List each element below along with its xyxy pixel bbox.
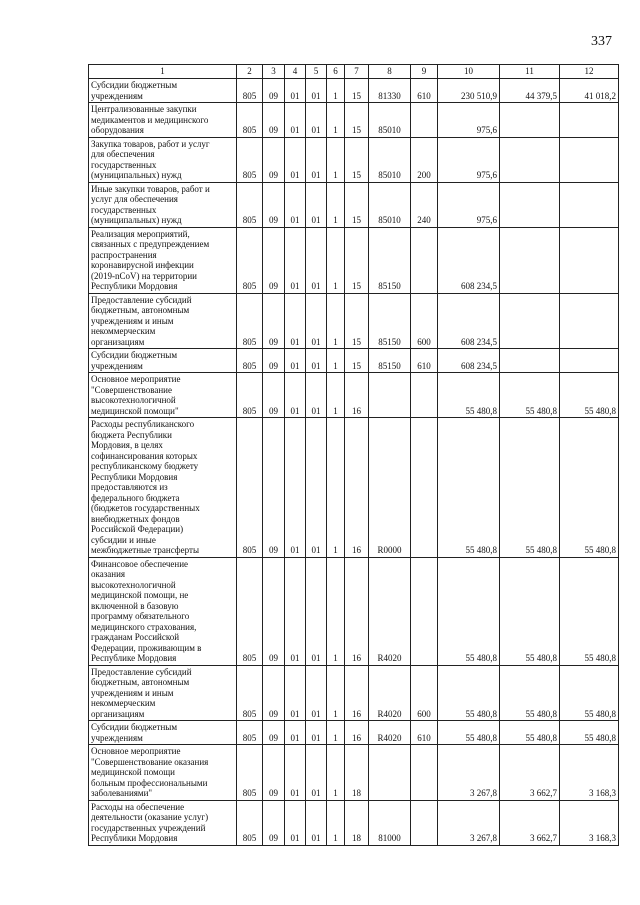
code-cell: 85150 — [369, 293, 411, 349]
amount-cell: 55 480,8 — [560, 373, 619, 418]
code-cell: 805 — [237, 137, 263, 182]
code-cell: 1 — [327, 182, 345, 227]
code-cell: 01 — [285, 418, 306, 558]
amount-cell — [500, 182, 560, 227]
code-cell — [411, 227, 438, 293]
code-cell: 01 — [306, 182, 327, 227]
code-cell: 610 — [411, 79, 438, 103]
column-header: 6 — [327, 65, 345, 79]
code-cell: 1 — [327, 665, 345, 721]
code-cell — [369, 745, 411, 801]
code-cell: 01 — [285, 349, 306, 373]
code-cell: 1 — [327, 293, 345, 349]
table-row — [89, 137, 619, 182]
page-number: 337 — [591, 34, 612, 49]
code-cell: 81000 — [369, 800, 411, 845]
code-cell: 01 — [285, 745, 306, 801]
column-header: 3 — [263, 65, 285, 79]
code-cell: 1 — [327, 373, 345, 418]
code-cell: 1 — [327, 800, 345, 845]
table-row — [89, 721, 619, 745]
amount-cell: 55 480,8 — [438, 418, 500, 558]
code-cell: 01 — [306, 800, 327, 845]
code-cell: 805 — [237, 373, 263, 418]
code-cell: 09 — [263, 745, 285, 801]
code-cell: 18 — [345, 745, 369, 801]
code-cell: 805 — [237, 800, 263, 845]
table-row — [89, 103, 619, 138]
code-cell: 01 — [306, 665, 327, 721]
code-cell: 1 — [327, 745, 345, 801]
code-cell: 85010 — [369, 103, 411, 138]
column-header: 5 — [306, 65, 327, 79]
code-cell: 09 — [263, 103, 285, 138]
amount-cell: 3 662,7 — [500, 745, 560, 801]
code-cell: 16 — [345, 557, 369, 665]
budget-table — [88, 64, 619, 846]
code-cell: 01 — [306, 373, 327, 418]
amount-cell: 55 480,8 — [500, 418, 560, 558]
amount-cell: 3 267,8 — [438, 800, 500, 845]
amount-cell: 3 168,3 — [560, 800, 619, 845]
code-cell: 805 — [237, 227, 263, 293]
amount-cell: 55 480,8 — [438, 721, 500, 745]
code-cell: 1 — [327, 418, 345, 558]
row-name: Реализация мероприятий, связанных с предупреждением распространения коронавирусной инфекции (2019-nCoV) на территории Республики Мордовия — [89, 227, 237, 293]
amount-cell: 55 480,8 — [438, 373, 500, 418]
code-cell: 1 — [327, 557, 345, 665]
table-row — [89, 418, 619, 558]
amount-cell: 55 480,8 — [500, 665, 560, 721]
code-cell: 15 — [345, 349, 369, 373]
amount-cell: 55 480,8 — [438, 557, 500, 665]
code-cell: 15 — [345, 182, 369, 227]
code-cell — [369, 373, 411, 418]
code-cell: 805 — [237, 418, 263, 558]
header-row — [89, 65, 619, 79]
code-cell: 09 — [263, 557, 285, 665]
column-header: 12 — [560, 65, 619, 79]
code-cell: R4020 — [369, 665, 411, 721]
code-cell: 01 — [285, 557, 306, 665]
row-name: Предоставление субсидий бюджетным, автономным учреждениям и иным некоммерческим организациям — [89, 293, 237, 349]
code-cell: 805 — [237, 349, 263, 373]
amount-cell: 55 480,8 — [560, 557, 619, 665]
amount-cell: 975,6 — [438, 137, 500, 182]
amount-cell: 55 480,8 — [560, 418, 619, 558]
code-cell: 01 — [306, 349, 327, 373]
amount-cell: 975,6 — [438, 103, 500, 138]
code-cell: 610 — [411, 721, 438, 745]
row-name: Закупка товаров, работ и услуг для обеспечения государственных (муниципальных) нужд — [89, 137, 237, 182]
code-cell: 805 — [237, 79, 263, 103]
code-cell: 15 — [345, 227, 369, 293]
code-cell: R4020 — [369, 721, 411, 745]
amount-cell: 41 018,2 — [560, 79, 619, 103]
code-cell: R4020 — [369, 557, 411, 665]
row-name: Расходы республиканского бюджета Республики Мордовия, в целях софинансирования которых республиканскому бюджету Республики Мордовия предоставляются из федерального бюджета (бюджетов государственных внебюджетных фондов Российской Федерации) субсидии и иные межбюджетные трансферты — [89, 418, 237, 558]
column-header: 8 — [369, 65, 411, 79]
code-cell: 09 — [263, 800, 285, 845]
code-cell: 1 — [327, 227, 345, 293]
code-cell: 16 — [345, 418, 369, 558]
code-cell: 16 — [345, 373, 369, 418]
table-row — [89, 745, 619, 801]
code-cell: 805 — [237, 103, 263, 138]
code-cell — [411, 418, 438, 558]
code-cell: 01 — [285, 293, 306, 349]
code-cell: 01 — [306, 103, 327, 138]
code-cell: 01 — [306, 745, 327, 801]
row-name: Субсидии бюджетным учреждениям — [89, 721, 237, 745]
code-cell: 610 — [411, 349, 438, 373]
code-cell: 600 — [411, 665, 438, 721]
amount-cell: 55 480,8 — [500, 373, 560, 418]
amount-cell: 608 234,5 — [438, 349, 500, 373]
row-name: Субсидии бюджетным учреждениям — [89, 349, 237, 373]
code-cell: 01 — [285, 721, 306, 745]
code-cell: 01 — [306, 418, 327, 558]
amount-cell: 55 480,8 — [560, 665, 619, 721]
row-name: Субсидии бюджетным учреждениям — [89, 79, 237, 103]
column-header: 1 — [89, 65, 237, 79]
code-cell: 15 — [345, 137, 369, 182]
amount-cell: 55 480,8 — [500, 721, 560, 745]
table-row — [89, 182, 619, 227]
amount-cell — [500, 227, 560, 293]
code-cell: 805 — [237, 745, 263, 801]
amount-cell: 3 168,3 — [560, 745, 619, 801]
amount-cell — [500, 293, 560, 349]
code-cell: 1 — [327, 721, 345, 745]
code-cell: 16 — [345, 721, 369, 745]
column-header: 7 — [345, 65, 369, 79]
row-name: Централизованные закупки медикаментов и медицинского оборудования — [89, 103, 237, 138]
code-cell: 01 — [306, 137, 327, 182]
table-row — [89, 373, 619, 418]
code-cell: 01 — [285, 137, 306, 182]
row-name: Финансовое обеспечение оказания высокотехнологичной медицинской помощи, не включенной в базовую программу обязательного медицинского страхования, гражданам Российской Федерации, проживающим в Республике Мордовия — [89, 557, 237, 665]
code-cell — [411, 373, 438, 418]
code-cell: 18 — [345, 800, 369, 845]
code-cell: 16 — [345, 665, 369, 721]
amount-cell: 55 480,8 — [560, 721, 619, 745]
table-row — [89, 557, 619, 665]
code-cell: 01 — [285, 227, 306, 293]
row-name: Иные закупки товаров, работ и услуг для обеспечения государственных (муниципальных) нужд — [89, 182, 237, 227]
amount-cell: 230 510,9 — [438, 79, 500, 103]
code-cell: 09 — [263, 373, 285, 418]
column-header: 2 — [237, 65, 263, 79]
code-cell: 09 — [263, 182, 285, 227]
code-cell: 01 — [285, 373, 306, 418]
amount-cell: 55 480,8 — [438, 665, 500, 721]
code-cell — [411, 557, 438, 665]
code-cell: 1 — [327, 79, 345, 103]
row-name: Предоставление субсидий бюджетным, автономным учреждениям и иным некоммерческим организациям — [89, 665, 237, 721]
code-cell: 805 — [237, 665, 263, 721]
code-cell: 01 — [306, 293, 327, 349]
table-row — [89, 79, 619, 103]
table-row — [89, 227, 619, 293]
table-row — [89, 800, 619, 845]
code-cell: 09 — [263, 293, 285, 349]
column-header: 9 — [411, 65, 438, 79]
code-cell: R0000 — [369, 418, 411, 558]
amount-cell: 608 234,5 — [438, 293, 500, 349]
code-cell: 01 — [285, 665, 306, 721]
table-row — [89, 293, 619, 349]
code-cell — [411, 800, 438, 845]
amount-cell — [560, 349, 619, 373]
code-cell: 1 — [327, 103, 345, 138]
amount-cell: 3 662,7 — [500, 800, 560, 845]
amount-cell — [560, 227, 619, 293]
code-cell: 09 — [263, 349, 285, 373]
column-header: 11 — [500, 65, 560, 79]
amount-cell: 975,6 — [438, 182, 500, 227]
amount-cell: 3 267,8 — [438, 745, 500, 801]
amount-cell: 55 480,8 — [500, 557, 560, 665]
code-cell: 15 — [345, 293, 369, 349]
code-cell: 85150 — [369, 227, 411, 293]
amount-cell — [500, 137, 560, 182]
code-cell: 01 — [285, 79, 306, 103]
code-cell: 09 — [263, 227, 285, 293]
amount-cell — [560, 182, 619, 227]
code-cell: 01 — [306, 721, 327, 745]
code-cell: 600 — [411, 293, 438, 349]
code-cell: 805 — [237, 557, 263, 665]
row-name: Расходы на обеспечение деятельности (оказание услуг) государственных учреждений Республики Мордовия — [89, 800, 237, 845]
code-cell: 01 — [306, 227, 327, 293]
code-cell: 85010 — [369, 137, 411, 182]
code-cell: 200 — [411, 137, 438, 182]
code-cell: 81330 — [369, 79, 411, 103]
code-cell: 01 — [306, 557, 327, 665]
amount-cell — [500, 103, 560, 138]
table-row — [89, 665, 619, 721]
row-name: Основное мероприятие "Совершенствование высокотехнологичной медицинской помощи" — [89, 373, 237, 418]
amount-cell: 44 379,5 — [500, 79, 560, 103]
code-cell: 1 — [327, 349, 345, 373]
amount-cell — [560, 137, 619, 182]
code-cell: 15 — [345, 103, 369, 138]
code-cell: 09 — [263, 721, 285, 745]
amount-cell — [560, 103, 619, 138]
code-cell: 1 — [327, 137, 345, 182]
table-body — [89, 79, 619, 846]
amount-cell — [560, 293, 619, 349]
row-name: Основное мероприятие "Совершенствование оказания медицинской помощи больным профессиональными заболеваниями" — [89, 745, 237, 801]
amount-cell: 608 234,5 — [438, 227, 500, 293]
code-cell: 805 — [237, 182, 263, 227]
code-cell: 01 — [306, 79, 327, 103]
code-cell: 01 — [285, 800, 306, 845]
code-cell: 01 — [285, 182, 306, 227]
amount-cell — [500, 349, 560, 373]
code-cell: 09 — [263, 418, 285, 558]
code-cell: 09 — [263, 137, 285, 182]
code-cell: 85010 — [369, 182, 411, 227]
code-cell: 09 — [263, 79, 285, 103]
column-header: 4 — [285, 65, 306, 79]
code-cell: 01 — [285, 103, 306, 138]
code-cell: 240 — [411, 182, 438, 227]
code-cell: 15 — [345, 79, 369, 103]
code-cell: 805 — [237, 293, 263, 349]
code-cell: 85150 — [369, 349, 411, 373]
code-cell: 805 — [237, 721, 263, 745]
table-row — [89, 349, 619, 373]
code-cell: 09 — [263, 665, 285, 721]
code-cell — [411, 103, 438, 138]
code-cell — [411, 745, 438, 801]
column-header: 10 — [438, 65, 500, 79]
